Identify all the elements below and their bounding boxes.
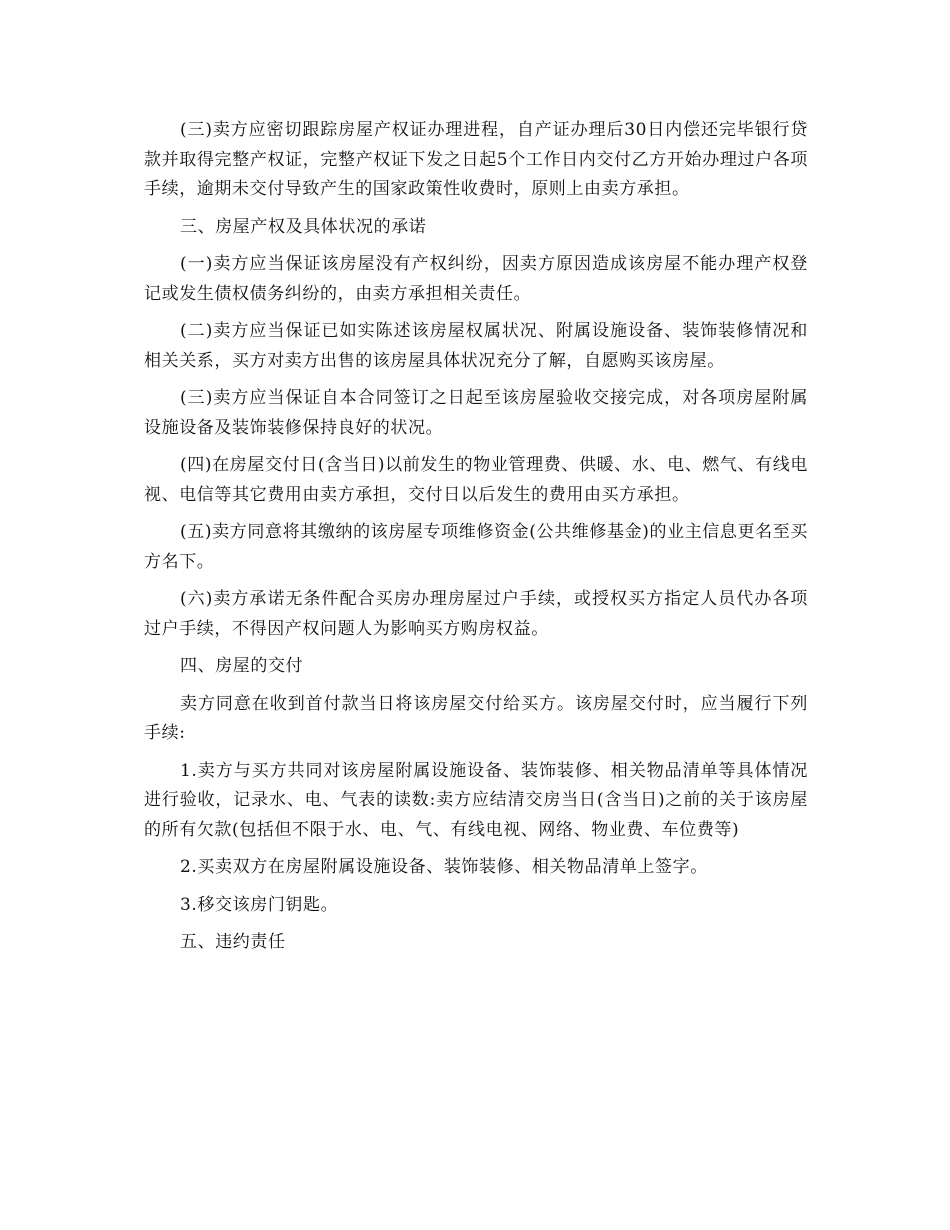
- clause-paragraph: (二)卖方应当保证已如实陈述该房屋权属状况、附属设施设备、装饰装修情况和相关关系，买方对卖方出售的该房屋具体状况充分了解，自愿购买该房屋。: [144, 321, 808, 371]
- list-item: 3.移交该房门钥匙。: [180, 894, 339, 915]
- clause-paragraph: 卖方同意在收到首付款当日将该房屋交付给买方。该房屋交付时，应当履行下列手续:: [144, 693, 808, 743]
- clause-paragraph: (三)卖方应当保证自本合同签订之日起至该房屋验收交接完成，对各项房屋附属设施设备及装饰装修保持良好的状况。: [144, 388, 808, 438]
- section-heading: 四、房屋的交付: [180, 656, 304, 676]
- section-heading: 三、房屋产权及具体状况的承诺: [180, 216, 427, 237]
- section-heading: 五、违约责任: [180, 932, 286, 952]
- clause-paragraph: (三)卖方应密切跟踪房屋产权证办理进程，自产证办理后30日内偿还完毕银行贷款并取得完整产权证，完整产权证下发之日起5个工作日内交付乙方开始办理过户各项手续，逾期未交付导致产生的国家政策性收费时，原则上由卖方承担。: [144, 120, 808, 199]
- clause-paragraph: (一)卖方应当保证该房屋没有产权纠纷，因卖方原因造成该房屋不能办理产权登记或发生债权债务纠纷的，由卖方承担相关责任。: [144, 254, 808, 304]
- clause-paragraph: (四)在房屋交付日(含当日)以前发生的物业管理费、供暖、水、电、燃气、有线电视、电信等其它费用由卖方承担，交付日以后发生的费用由买方承担。: [144, 455, 808, 505]
- clause-paragraph: (六)卖方承诺无条件配合买房办理房屋过户手续，或授权买方指定人员代办各项过户手续，不得因产权问题人为影响买方购房权益。: [144, 589, 808, 639]
- list-item: 1.卖方与买方共同对该房屋附属设施设备、装饰装修、相关物品清单等具体情况进行验收，记录水、电、气表的读数:卖方应结清交房当日(含当日)之前的关于该房屋的所有欠款(包括但不限于水、电、气、有线电视、网络、物业费、车位费等): [144, 760, 808, 840]
- clause-paragraph: (五)卖方同意将其缴纳的该房屋专项维修资金(公共维修基金)的业主信息更名至买方名下。: [144, 522, 808, 572]
- document-body: [144, 116, 808, 966]
- list-item: 2.买卖双方在房屋附属设施设备、装饰装修、相关物品清单上签字。: [180, 857, 708, 877]
